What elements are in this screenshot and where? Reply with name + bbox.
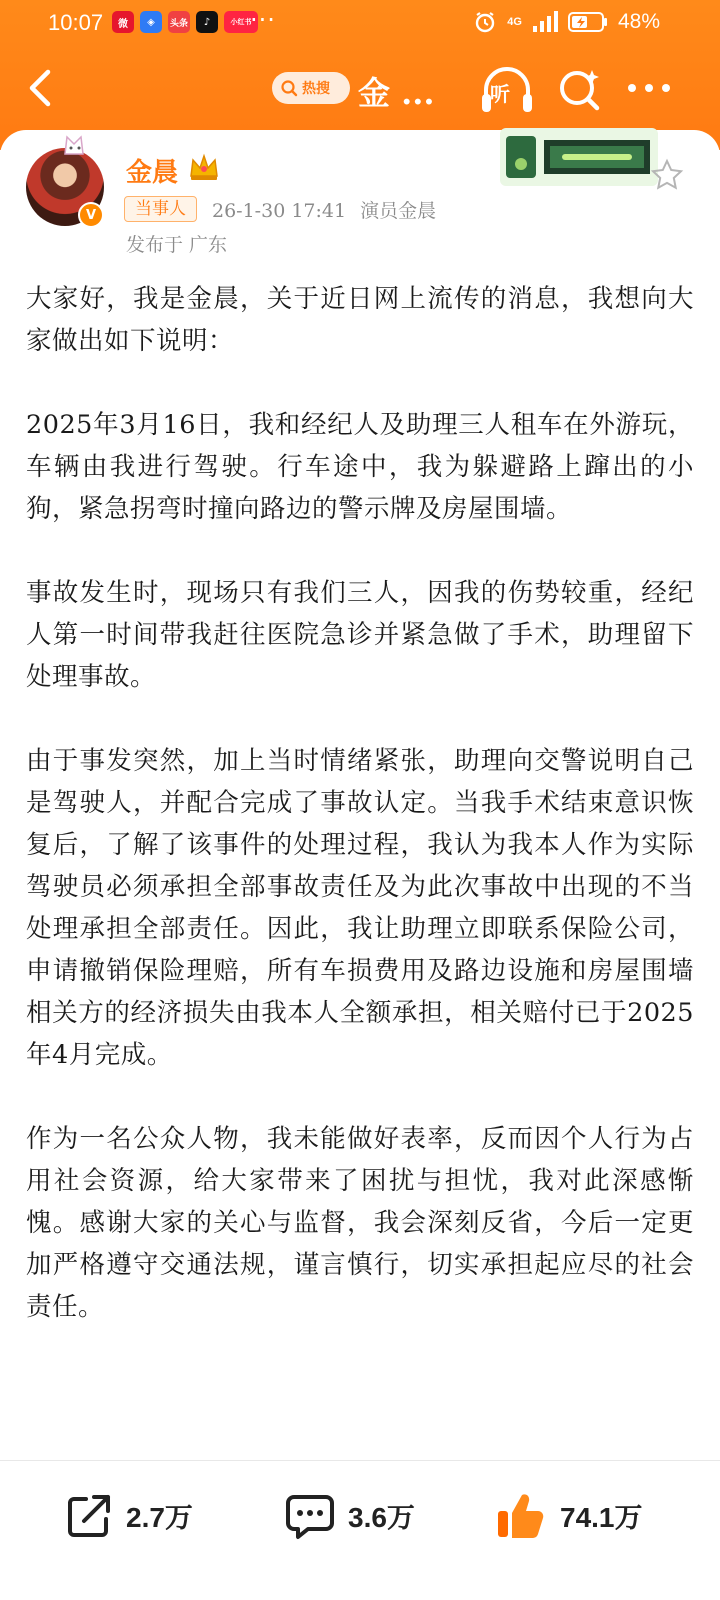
like-count: 74.1万 — [560, 1502, 643, 1533]
share-count: 2.7万 — [126, 1502, 193, 1533]
listen-label: 听 — [490, 82, 510, 106]
cat-ears-decoration-icon — [62, 134, 88, 156]
post-source: 演员金晨 — [360, 200, 437, 222]
post-meta — [212, 196, 436, 223]
weibo-icon: 微 — [112, 11, 134, 33]
more-dot-icon — [662, 84, 670, 92]
thumbs-up-icon — [494, 1489, 548, 1543]
ai-search-button[interactable] — [556, 66, 604, 114]
douyin-icon: ♪ — [196, 11, 218, 33]
post-location: 发布于 广东 — [126, 234, 228, 256]
more-dot-icon — [645, 84, 653, 92]
hot-search-pill[interactable] — [272, 72, 350, 104]
back-button[interactable] — [22, 66, 62, 110]
search-small-icon — [280, 79, 298, 97]
signal-icon — [532, 11, 558, 33]
action-bar-divider — [0, 1460, 720, 1461]
share-button[interactable] — [64, 1486, 193, 1546]
nav-title[interactable]: 金 ... — [358, 74, 435, 112]
chevron-left-icon — [22, 66, 62, 110]
assistant-icon: ◈ — [140, 11, 162, 33]
author-name[interactable]: 金晨 — [126, 158, 179, 188]
toutiao-icon: 头条 — [168, 11, 190, 33]
post-timestamp: 26-1-30 17:41 — [212, 200, 347, 222]
post-body — [26, 278, 694, 1370]
listen-button[interactable] — [478, 64, 536, 118]
network-type: 4G — [507, 16, 522, 28]
status-more-dots: ··· — [250, 6, 276, 34]
post-paragraph: 2025年3月16日，我和经纪人及助理三人租车在外游玩，车辆由我进行驾驶。行车途中，我为躲避路上蹿出的小狗，紧急拐弯时撞向路边的警示牌及房屋围墙。 — [26, 410, 694, 524]
status-app-icons — [112, 11, 258, 33]
battery-icon — [568, 11, 608, 33]
comment-button[interactable] — [284, 1486, 415, 1546]
battery-percent: 48% — [617, 10, 660, 33]
post-paragraph: 作为一名公众人物，我未能做好表率，反而因个人行为占用社会资源，给大家带来了困扰与担忧，我对此深感惭愧。感谢大家的关心与监督，我会深刻反省，今后一定更加严格遵守交通法规，谨言慎行，切实承担起应尽的社会责任。 — [26, 1124, 694, 1322]
share-icon — [64, 1491, 114, 1541]
search-sparkle-icon — [556, 66, 604, 114]
status-bar — [0, 0, 720, 46]
nav-bar — [0, 56, 720, 126]
post-paragraph: 大家好，我是金晨，关于近日网上流传的消息，我想向大家做出如下说明： — [26, 284, 694, 356]
status-badge: 当事人 — [124, 196, 197, 222]
comment-icon — [284, 1491, 336, 1541]
status-time: 10:07 — [48, 10, 104, 35]
comment-count: 3.6万 — [348, 1502, 415, 1533]
hot-search-label: 热搜 — [302, 81, 330, 97]
xiaohongshu-icon: 小红书 — [224, 11, 258, 33]
like-button[interactable] — [494, 1486, 643, 1546]
verified-badge-icon: V — [78, 202, 104, 228]
post-card — [0, 130, 720, 1600]
status-right-group — [473, 10, 660, 34]
post-paragraph: 事故发生时，现场只有我们三人，因我的伤势较重，经纪人第一时间带我赶往医院急诊并紧急做了手术，助理留下处理事故。 — [26, 578, 694, 692]
crown-icon — [188, 152, 220, 182]
game-badge-icon — [500, 128, 658, 186]
post-paragraph: 由于事发突然，加上当时情绪紧张，助理向交警说明自己是驾驶人，并配合完成了事故认定。当我手术结束意识恢复后，了解了该事件的处理过程，我认为我本人作为实际驾驶员必须承担全部事故责任及为此次事故中出现的不当处理承担全部责任。因此，我让助理立即联系保险公司，申请撤销保险理赔，所有车损费用及路边设施和房屋围墙相关方的经济损失由我本人全额承担，相关赔付已于2025年4月完成。 — [26, 746, 694, 1070]
star-favorite-icon[interactable] — [650, 158, 684, 192]
alarm-icon — [473, 10, 497, 34]
more-dot-icon — [628, 84, 636, 92]
more-options-button[interactable] — [628, 74, 680, 102]
